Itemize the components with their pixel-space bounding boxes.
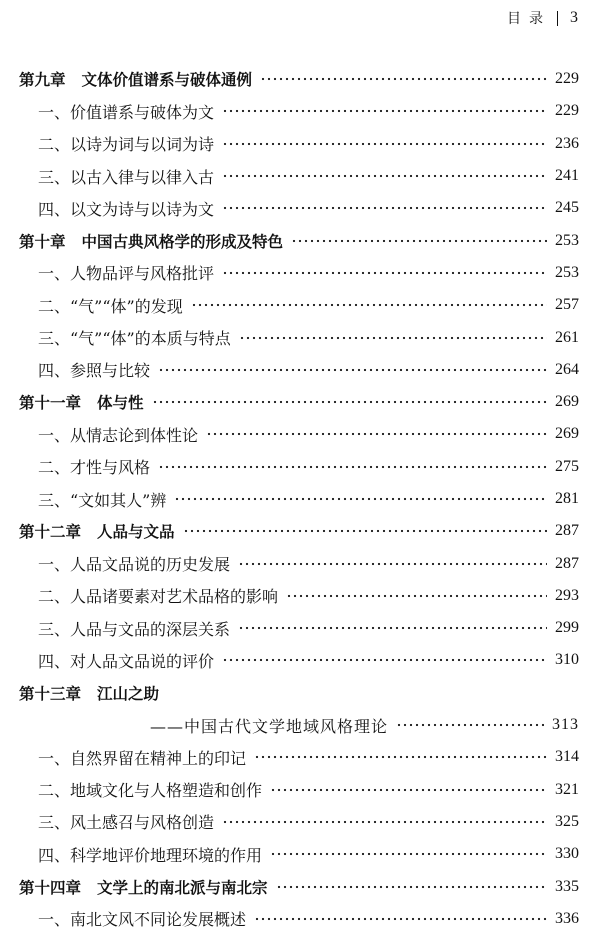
entry-title: ——中国古代文学地域风格理论 <box>150 716 389 736</box>
entry-title: 一、南北文风不同论发展概述 <box>38 910 247 930</box>
toc-section-entry[interactable] <box>0 483 596 515</box>
entry-title: 二、“气”“体”的发现 <box>38 296 183 316</box>
page-number: 330 <box>555 845 579 863</box>
toc-section-entry[interactable] <box>0 95 596 127</box>
entry-title: 一、人品文品说的历史发展 <box>38 555 231 575</box>
toc-section-entry[interactable] <box>0 612 596 644</box>
dot-leader <box>270 852 547 856</box>
toc-section-entry[interactable] <box>0 192 596 224</box>
page-number: 310 <box>555 651 579 669</box>
dot-leader <box>396 723 544 727</box>
page-number: 321 <box>555 780 579 798</box>
page-number: 281 <box>555 490 579 507</box>
entry-title: 四、参照与比较 <box>38 361 151 381</box>
toc-section-entry[interactable] <box>0 321 596 353</box>
dot-leader <box>152 400 547 404</box>
page-number: 336 <box>555 909 579 927</box>
dot-leader <box>222 174 547 178</box>
entry-title: 二、才性与风格 <box>38 458 151 478</box>
chapter-label: 第九章 <box>19 71 66 90</box>
entry-title: 三、风土感召与风格创造 <box>38 813 215 833</box>
entry-title: 二、人品诸要素对艺术品格的影响 <box>38 587 279 607</box>
page-number: 287 <box>555 554 579 572</box>
dot-leader <box>174 497 547 501</box>
page-number: 261 <box>555 328 579 346</box>
chapter-label: 第十三章 <box>19 684 82 703</box>
toc-chapter-entry[interactable] <box>0 677 596 709</box>
entry-title: 体与性 <box>97 394 144 413</box>
entry-title: 四、对人品文品说的评价 <box>38 651 215 671</box>
dot-leader <box>238 562 547 566</box>
dot-leader <box>206 432 547 436</box>
page-number: 264 <box>555 360 579 378</box>
entry-title: 一、从情志论到体性论 <box>38 425 199 445</box>
page-number: 287 <box>555 522 579 540</box>
dot-leader <box>191 303 547 307</box>
running-header <box>507 8 578 28</box>
entry-title: 三、以古入律与以律入古 <box>38 167 215 187</box>
toc-chapter-entry[interactable] <box>0 870 596 902</box>
entry-title: 江山之助 <box>97 684 160 703</box>
toc-section-entry[interactable] <box>0 257 596 289</box>
dot-leader <box>222 142 547 146</box>
dot-leader <box>238 626 547 630</box>
dot-leader <box>254 755 547 759</box>
entry-title: 二、地域文化与人格塑造和创作 <box>38 781 263 801</box>
page-number: 335 <box>555 877 579 895</box>
entry-title: 中国古典风格学的形成及特色 <box>81 232 284 251</box>
entry-title: 人品与文品 <box>97 523 175 542</box>
page-number: 325 <box>555 812 579 830</box>
dot-leader <box>158 465 547 469</box>
toc-section-entry[interactable] <box>0 774 596 806</box>
dot-leader <box>276 885 547 889</box>
page-number: 275 <box>555 457 579 475</box>
dot-leader <box>239 336 547 340</box>
page-number: 241 <box>555 167 579 185</box>
page-number: 229 <box>555 70 579 88</box>
page-number: 229 <box>555 102 579 120</box>
toc-section-entry[interactable] <box>0 128 596 160</box>
dot-leader <box>183 529 547 533</box>
toc-chapter-entry[interactable] <box>0 386 596 418</box>
toc-section-entry[interactable] <box>0 160 596 192</box>
entry-title: 文学上的南北派与南北宗 <box>97 878 268 897</box>
header-page-number: 3 <box>570 9 578 26</box>
dot-leader <box>254 917 547 921</box>
dot-leader <box>222 109 547 113</box>
chapter-label: 第十二章 <box>19 523 82 542</box>
page-number: 314 <box>555 748 579 766</box>
chapter-label: 第十一章 <box>19 394 82 413</box>
dot-leader <box>222 820 547 824</box>
page-number: 269 <box>555 425 579 443</box>
chapter-label: 第十四章 <box>19 878 82 897</box>
dot-leader <box>286 594 547 598</box>
toc-section-entry[interactable] <box>0 806 596 838</box>
entry-title: 四、以文为诗与以诗为文 <box>38 199 215 219</box>
page-number: 245 <box>555 199 579 217</box>
header-divider <box>557 11 558 26</box>
entry-title: 一、自然界留在精神上的印记 <box>38 748 247 768</box>
dot-leader <box>222 206 547 210</box>
toc-section-entry[interactable] <box>0 354 596 386</box>
toc-chapter-entry[interactable] <box>0 63 596 95</box>
page-number: 299 <box>555 619 579 637</box>
toc-section-entry[interactable] <box>0 547 596 579</box>
entry-title: 一、人物品评与风格批评 <box>38 264 215 284</box>
entry-title: 三、“气”“体”的本质与特点 <box>38 329 231 349</box>
page-number: 313 <box>552 716 579 734</box>
toc-section-entry[interactable] <box>0 289 596 321</box>
page-number: 253 <box>555 263 579 281</box>
entry-title: 三、“文如其人”辨 <box>38 490 167 510</box>
entry-title: 三、人品与文品的深层关系 <box>38 619 231 639</box>
entry-title: 一、价值谱系与破体为文 <box>38 102 215 122</box>
toc-section-entry[interactable] <box>0 644 596 676</box>
entry-title: 二、以诗为词与以词为诗 <box>38 135 215 155</box>
dot-leader <box>270 788 547 792</box>
page-number: 236 <box>555 134 579 152</box>
toc-section-entry[interactable] <box>0 451 596 483</box>
toc-section-entry[interactable] <box>0 741 596 773</box>
dot-leader <box>222 658 547 662</box>
toc-section-entry[interactable] <box>0 580 596 612</box>
toc-section-entry[interactable] <box>0 838 596 870</box>
header-title: 目录 <box>507 11 551 27</box>
page-number: 253 <box>555 231 579 249</box>
page-number: 257 <box>555 296 579 314</box>
entry-title: 四、科学地评价地理环境的作用 <box>38 845 263 865</box>
chapter-label: 第十章 <box>19 232 66 251</box>
toc-subtitle-entry[interactable] <box>0 709 596 741</box>
toc-chapter-entry[interactable] <box>0 515 596 547</box>
toc-section-entry[interactable] <box>0 903 596 935</box>
dot-leader <box>158 368 547 372</box>
dot-leader <box>260 77 547 81</box>
table-of-contents <box>0 63 596 935</box>
toc-section-entry[interactable] <box>0 418 596 450</box>
dot-leader <box>291 239 547 243</box>
page-number: 269 <box>555 393 579 411</box>
toc-chapter-entry[interactable] <box>0 224 596 256</box>
entry-title: 文体价值谱系与破体通例 <box>81 71 253 90</box>
dot-leader <box>222 271 547 275</box>
page-number: 293 <box>555 586 579 604</box>
